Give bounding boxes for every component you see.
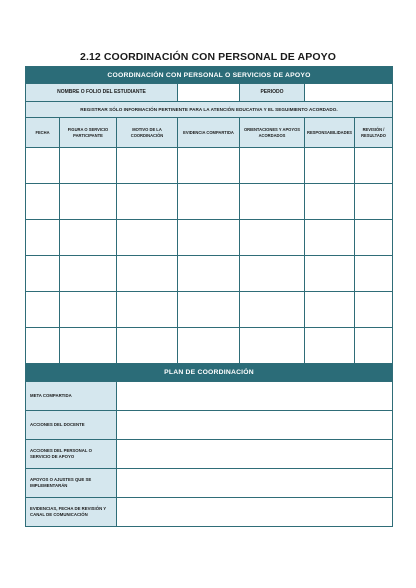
table-cell[interactable] [26,220,60,256]
table-cell[interactable] [305,292,355,328]
plan-row [26,382,393,411]
table-row [26,292,393,328]
plan-label-shared-goal: META COMPARTIDA [26,382,117,411]
table-cell[interactable] [117,292,178,328]
table-cell[interactable] [240,220,305,256]
table-cell[interactable] [240,184,305,220]
table-cell[interactable] [305,148,355,184]
table-cell[interactable] [355,292,393,328]
period-label: PERIODO [240,84,305,102]
table-cell[interactable] [355,148,393,184]
plan-field-shared-goal[interactable] [117,382,393,411]
table-cell[interactable] [240,148,305,184]
table-cell[interactable] [26,184,60,220]
table-cell[interactable] [305,328,355,364]
column-header-date: FECHA [26,118,60,148]
table-cell[interactable] [355,184,393,220]
column-header-agreements: ORIENTACIONES Y APOYOS ACORDADOS [240,118,305,148]
table-cell[interactable] [26,328,60,364]
column-header-reason: MOTIVO DE LA COORDINACIÓN [117,118,178,148]
table-cell[interactable] [60,292,117,328]
table-cell[interactable] [355,328,393,364]
table-row [26,184,393,220]
table-row [26,256,393,292]
table-cell[interactable] [60,184,117,220]
column-header-evidence: EVIDENCIA COMPARTIDA [178,118,240,148]
table-cell[interactable] [60,256,117,292]
table-cell[interactable] [26,256,60,292]
plan-row [26,469,393,498]
table-cell[interactable] [60,148,117,184]
column-header-participant: FIGURA O SERVICIO PARTICIPANTE [60,118,117,148]
table-cell[interactable] [117,220,178,256]
column-header-responsibilities: RESPONSABILIDADES [305,118,355,148]
student-field[interactable] [178,84,240,102]
table-cell[interactable] [240,256,305,292]
table-cell[interactable] [60,328,117,364]
plan-field-teacher-actions[interactable] [117,411,393,440]
plan-row [26,411,393,440]
table-cell[interactable] [355,220,393,256]
table-cell[interactable] [178,256,240,292]
table-cell[interactable] [178,220,240,256]
table-cell[interactable] [117,256,178,292]
plan-table [25,363,393,527]
plan-row [26,498,393,527]
table-row [26,220,393,256]
column-header-review: REVISIÓN / RESULTADO [355,118,393,148]
plan-band-title: PLAN DE COORDINACIÓN [26,364,393,382]
plan-field-evidence[interactable] [117,498,393,527]
table-cell[interactable] [60,220,117,256]
table-cell[interactable] [240,328,305,364]
table-cell[interactable] [26,148,60,184]
table-cell[interactable] [240,292,305,328]
coordination-table [25,66,393,364]
table-cell[interactable] [305,220,355,256]
notice-text: REGISTRAR SÓLO INFORMACIÓN PERTINENTE PARA LA ATENCIÓN EDUCATIVA Y EL SEGUIMIENTO ACORDADO. [26,102,393,118]
plan-label-adjustments: APOYOS O AJUSTES QUE SE IMPLEMENTARÁN [26,469,117,498]
table-cell[interactable] [305,256,355,292]
table-cell[interactable] [305,184,355,220]
table-cell[interactable] [117,328,178,364]
table-cell[interactable] [355,256,393,292]
table-cell[interactable] [26,292,60,328]
table-cell[interactable] [178,292,240,328]
plan-label-teacher-actions: ACCIONES DEL DOCENTE [26,411,117,440]
table-cell[interactable] [178,328,240,364]
table-row [26,328,393,364]
student-label: NOMBRE O FOLIO DEL ESTUDIANTE [26,84,178,102]
page-title: 2.12 COORDINACIÓN CON PERSONAL DE APOYO [80,51,336,63]
plan-label-evidence: EVIDENCIAS, FECHA DE REVISIÓN Y CANAL DE COMUNICACIÓN [26,498,117,527]
plan-field-support-actions[interactable] [117,440,393,469]
table-cell[interactable] [178,148,240,184]
period-field[interactable] [305,84,393,102]
table-cell[interactable] [178,184,240,220]
plan-field-adjustments[interactable] [117,469,393,498]
plan-row [26,440,393,469]
plan-label-support-actions: ACCIONES DEL PERSONAL O SERVICIO DE APOYO [26,440,117,469]
table-cell[interactable] [117,184,178,220]
table-row [26,148,393,184]
table-cell[interactable] [117,148,178,184]
coordination-band-title: COORDINACIÓN CON PERSONAL O SERVICIOS DE APOYO [26,67,393,84]
